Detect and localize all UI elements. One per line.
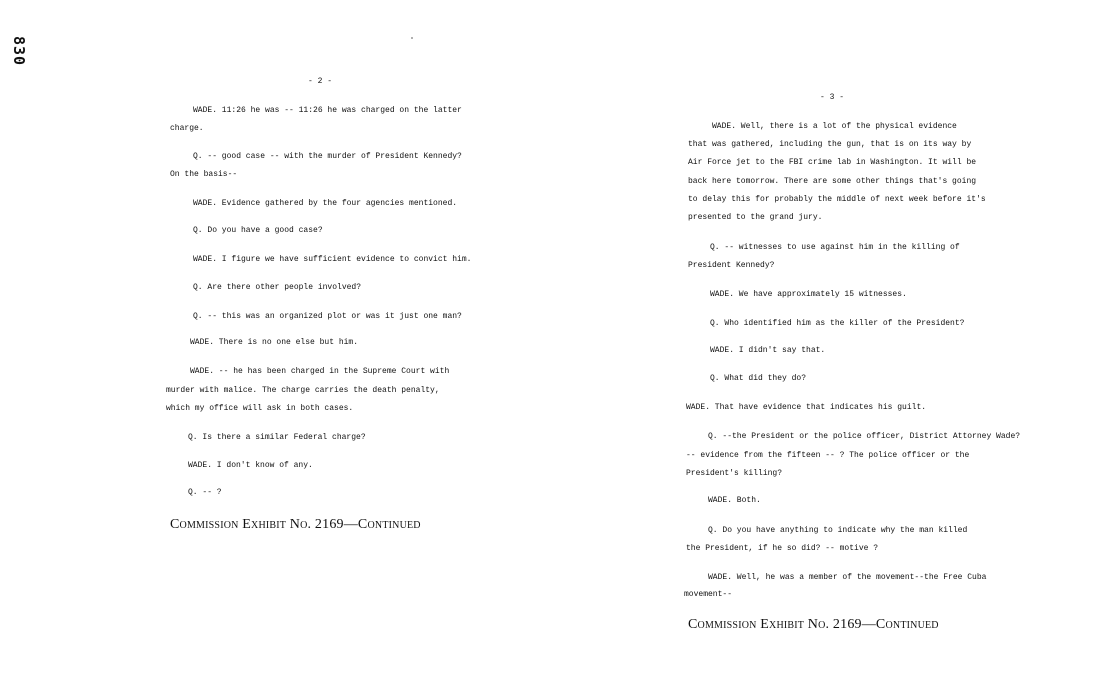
right-line-17: WADE. Both. (708, 496, 761, 505)
left-line-7: WADE. I figure we have sufficient evidence to convict him. (193, 255, 472, 264)
left-line-6: Q. Do you have a good case? (193, 226, 323, 235)
right-line-14: Q. --the President or the police officer, District Attorney Wade? (708, 432, 1021, 441)
right-line-2: that was gathered, including the gun, that is on its way by (688, 140, 972, 149)
right-line-3: Air Force jet to the FBI crime lab in Washington. It will be (688, 158, 977, 167)
right-page-marker: - 3 - (820, 93, 845, 102)
left-exhibit-caption: Commission Exhibit No. 2169—Continued (170, 517, 421, 532)
right-page (547, 0, 1094, 691)
right-line-6: presented to the grand jury. (688, 213, 823, 222)
left-line-9: Q. -- this was an organized plot or was it just one man? (193, 312, 462, 321)
right-line-1: WADE. Well, there is a lot of the physical evidence (712, 122, 957, 131)
left-line-3: Q. -- good case -- with the murder of President Kennedy? (193, 152, 462, 161)
right-line-16: President's killing? (686, 469, 783, 478)
left-line-13: which my office will ask in both cases. (166, 404, 354, 413)
left-line-11: WADE. -- he has been charged in the Supreme Court with (190, 367, 450, 376)
right-line-18: Q. Do you have anything to indicate why the man killed (708, 526, 968, 535)
right-line-5: to delay this for probably the middle of next week before it's (688, 195, 986, 204)
left-line-5: WADE. Evidence gathered by the four agencies mentioned. (193, 199, 458, 208)
right-line-20: WADE. Well, he was a member of the movement--the Free Cuba (708, 573, 987, 582)
right-line-9: WADE. We have approximately 15 witnesses. (710, 290, 907, 299)
right-line-21: movement-- (684, 590, 733, 599)
right-line-11: WADE. I didn't say that. (710, 346, 826, 355)
left-line-10: WADE. There is no one else but him. (190, 338, 359, 347)
volume-page-number: 830 (10, 36, 28, 67)
left-line-14: Q. Is there a similar Federal charge? (188, 433, 366, 442)
left-line-1: WADE. 11:26 he was -- 11:26 he was charged on the latter (193, 106, 462, 115)
right-line-10: Q. Who identified him as the killer of the President? (710, 319, 965, 328)
right-exhibit-caption: Commission Exhibit No. 2169—Continued (688, 617, 939, 632)
left-page-marker: - 2 - (308, 77, 333, 86)
left-line-15: WADE. I don't know of any. (188, 461, 313, 470)
right-line-13: WADE. That have evidence that indicates his guilt. (686, 403, 927, 412)
right-line-19: the President, if he so did? -- motive ? (686, 544, 879, 553)
left-line-2: charge. (170, 124, 204, 133)
right-line-7: Q. -- witnesses to use against him in the killing of (710, 243, 960, 252)
right-line-12: Q. What did they do? (710, 374, 807, 383)
left-line-12: murder with malice. The charge carries the death penalty, (166, 386, 440, 395)
left-line-8: Q. Are there other people involved? (193, 283, 362, 292)
right-line-4: back here tomorrow. There are some other things that's going (688, 177, 977, 186)
left-line-4: On the basis-- (170, 170, 238, 179)
right-line-15: -- evidence from the fifteen -- ? The police officer or the (686, 451, 970, 460)
right-line-8: President Kennedy? (688, 261, 775, 270)
left-line-16: Q. -- ? (188, 488, 222, 497)
